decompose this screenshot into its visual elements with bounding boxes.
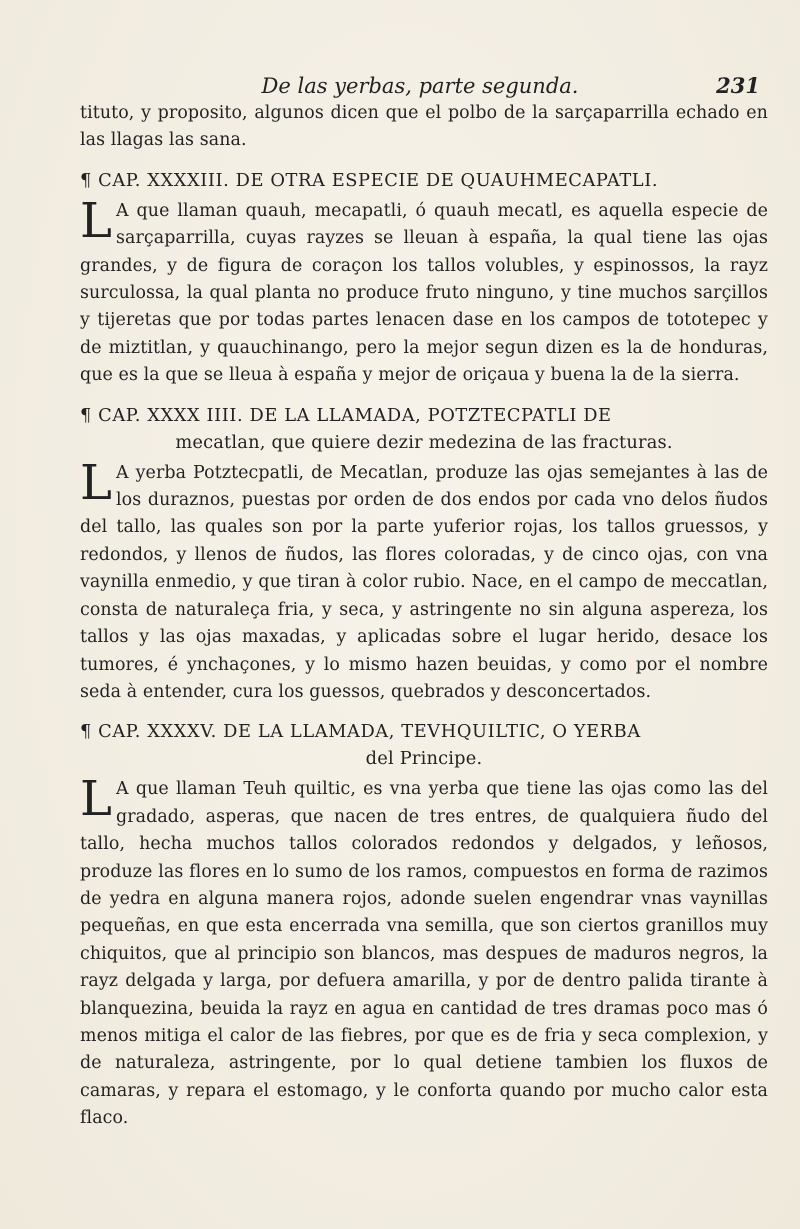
chapter-heading-text: ¶ CAP. XXXXIII. DE OTRA ESPECIE DE QUAUHMECAPATLI. bbox=[80, 169, 659, 191]
chapter-heading-text: ¶ CAP. XXXX IIII. DE LA LLAMADA, POTZTECPATLI DE bbox=[80, 404, 612, 426]
chapter-heading bbox=[80, 167, 768, 194]
page-number: 231 bbox=[716, 73, 760, 98]
chapter-subheading: mecatlan, que quiere dezir medezina de las fracturas. bbox=[175, 431, 673, 453]
chapter-paragraph bbox=[80, 454, 768, 707]
chapter-43 bbox=[80, 167, 768, 390]
chapter-heading bbox=[80, 718, 768, 772]
running-head bbox=[80, 72, 760, 100]
drop-cap: L bbox=[80, 454, 112, 511]
chapter-heading bbox=[80, 402, 768, 456]
running-title: De las yerbas, parte segunda. bbox=[261, 74, 579, 98]
chapter-paragraph bbox=[80, 771, 768, 1132]
chapter-text: A que llaman quauh, mecapatli, ó quauh mecatl, es aquella especie de sarçaparrilla, cuyas rayzes se lleuan à españa, la qual tiene las ojas grandes, y de figura de coraçon los tallos volubles, y espinossos, la rayz surculossa, la qual planta no produce fruto ninguno, y tine muchos sarçillos y tijeretas que por todas partes lenacen dase en los campos de tototepec y de miztitlan, y quauchinango, pero la mejor segun dizen es la de honduras, que es la que se lleua à españa y mejor de oriçaua y buena la de la sierra. bbox=[80, 200, 768, 386]
intro-paragraph: tituto, y proposito, algunos dicen que el polbo de la sarçaparrilla echado en las llagas las sana. bbox=[80, 103, 768, 151]
chapter-text: A yerba Potztecpatli, de Mecatlan, produze las ojas semejantes à las de los duraznos, puestas por orden de dos endos por cada vno delos ñudos del tallo, las quales son por la parte yuferior rojas, los tallos gruessos, y redondos, y llenos de ñudos, las flores coloradas, y de cinco ojas, con vna vaynilla enmedio, y que tiran à color rubio. Nace, en el campo de meccatlan, consta de naturaleça fria, y seca, y astringente no sin alguna aspereza, los tallos y las ojas maxadas, y aplicadas sobre el lugar herido, desace los tumores, é ynchaçones, y lo mismo hazen beuidas, y como por el nombre seda à entender, cura los guessos, quebrados y desconcertados. bbox=[80, 462, 768, 702]
chapter-text: A que llaman Teuh quiltic, es vna yerba que tiene las ojas como las del gradado, asperas, que nacen de tres entres, de qualquiera ñudo del tallo, hecha muchos tallos colorados redondos y delgados, y leñosos, produze las flores en lo sumo de los ramos, compuestos en forma de razimos de yedra en alguna manera rojos, adonde suelen engendrar vnas vaynillas pequeñas, en que esta encerrada vna semilla, que son ciertos granillos muy chiquitos, que al principio son blancos, mas despues de maduros negros, la rayz delgada y larga, por defuera amarilla, y por de dentro palida tirante à blanquezina, beuida la rayz en agua en cantidad de tres dramas poco mas ó menos mitiga el calor de las fiebres, por que es de fria y seca complexion, y de naturaleza, astringente, por lo qual detiene tambien los fluxos de camaras, y repara el estomago, y le conforta quando por mucho calor esta flaco. bbox=[80, 779, 768, 1129]
body-text bbox=[80, 100, 768, 1133]
chapter-paragraph bbox=[80, 192, 768, 390]
drop-cap: L bbox=[80, 192, 112, 249]
chapter-44 bbox=[80, 402, 768, 707]
chapter-subheading: del Principe. bbox=[365, 748, 483, 770]
drop-cap: L bbox=[80, 771, 112, 828]
chapter-45 bbox=[80, 718, 768, 1132]
chapter-heading-text: ¶ CAP. XXXXV. DE LA LLAMADA, TEVHQUILTIC, O YERBA bbox=[80, 721, 641, 743]
